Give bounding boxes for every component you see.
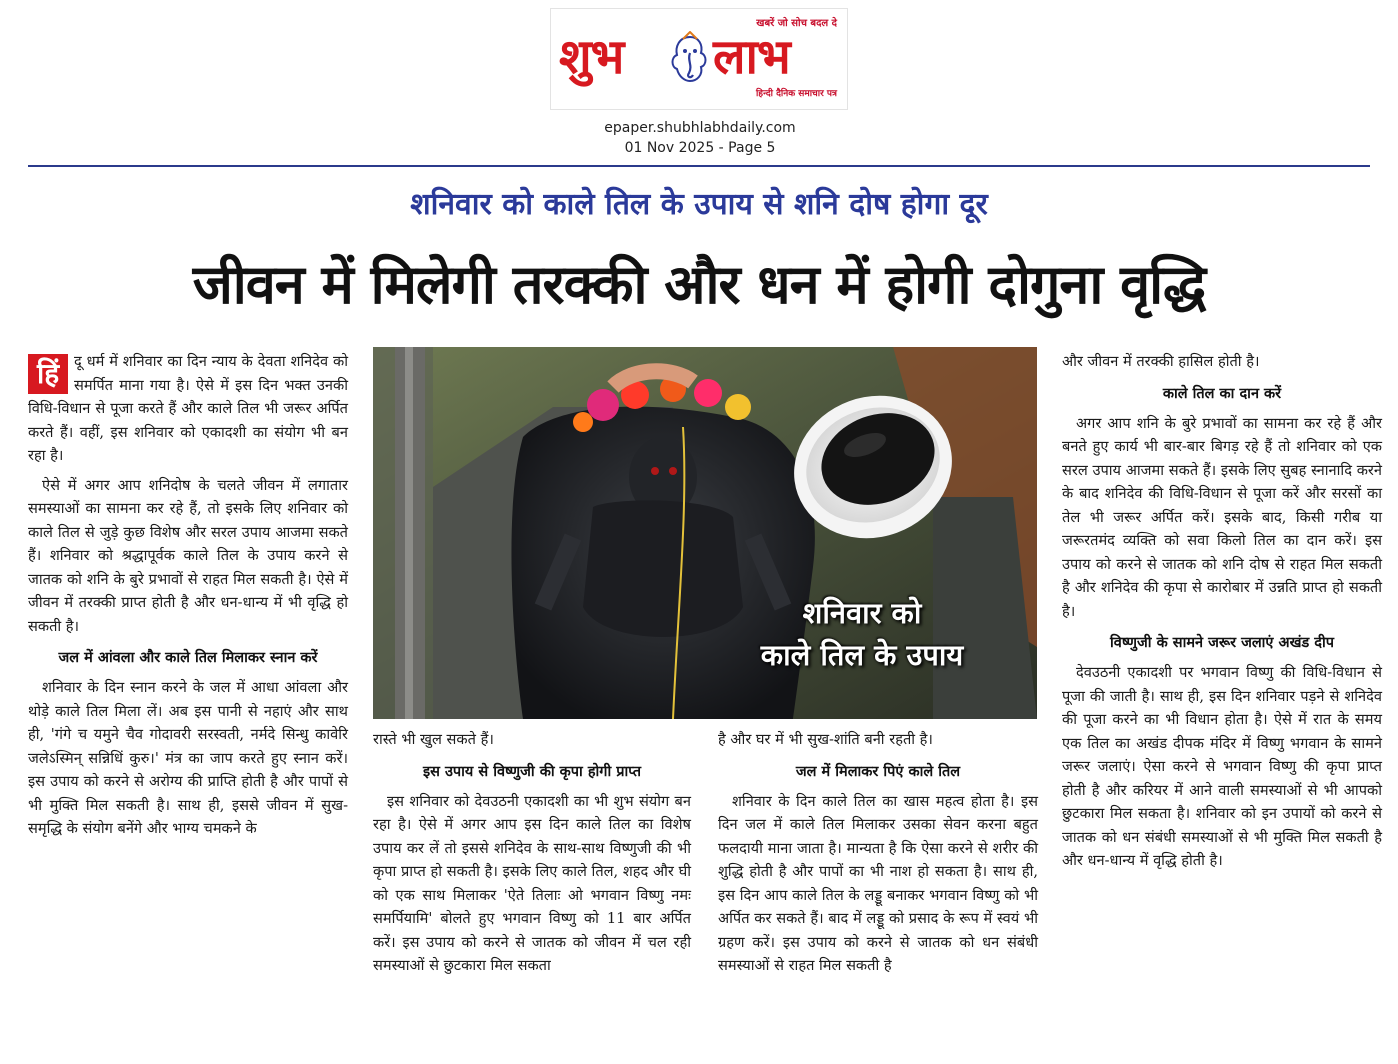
paragraph: इस शनिवार को देवउठनी एकादशी का भी शुभ संयोग बन रहा है। ऐसे में अगर आप इस दिन काले तिल का विशेष उपाय कर लें तो इससे शनिदेव के साथ-साथ विष्णुजी की भी कृपा प्राप्त हो सकती है। इसके लिए काले तिल, शहद और घी को एक साथ मिलाकर 'ऐते तिलाः ओ भगवान विष्णु नमः समर्पियामि' बोलते हुए भगवान विष्णु को 11 बार अर्पित करें। इस उपाय को करने से जातक को जीवन में चल रही समस्याओं से छुटकारा मिल सकता: [373, 792, 691, 974]
source-info: [550, 118, 850, 158]
masthead-logo: [550, 8, 848, 110]
paragraph-text: दू धर्म में शनिवार का दिन न्याय के देवता शनिदेव को समर्पित माना गया है। ऐसे में इस दिन भक्त उनकी विधि-विधान से पूजा करते हैं और काले तिल भी जरूर अर्पित करते हैं। वहीं, इस शनिवार को एकादशी का संयोग भी बन रहा है।: [28, 353, 348, 464]
subheading: जल में आंवला और काले तिल मिलाकर स्नान करें: [58, 650, 318, 666]
article-column-4: [1062, 350, 1382, 879]
ganesha-icon: [667, 31, 713, 87]
source-site: epaper.shubhlabhdaily.com: [604, 120, 796, 136]
subheading: इस उपाय से विष्णुजी की कृपा होगी प्राप्त: [422, 763, 642, 780]
photo-caption: [712, 592, 1012, 676]
photo-caption-line-1: शनिवार को: [802, 596, 922, 630]
article-kicker: शनिवार को काले तिल के उपाय से शनि दोष होगा दूर: [410, 187, 988, 222]
article-column-1: [28, 350, 348, 847]
article-column-3: [718, 728, 1038, 984]
subheading: काले तिल का दान करें: [1162, 385, 1282, 402]
paragraph: अगर आप शनि के बुरे प्रभावों का सामना कर रहे हैं और बनते हुए कार्य भी बार-बार बिगड़ रहे हैं तो शनिवार को एक सरल उपाय आजमा सकते हैं। इसके लिए सुबह स्नानादि करने के बाद शनिदेव की विधि-विधान से पूजा करें और सरसों का तेल भी जरूर अर्पित करें। इसके बाद, किसी गरीब या जरूरतमंद व्यक्ति को सवा किलो तिल का दान करें। इस उपाय को करने से जातक को शनि दोष से राहत मिल सकती है और शनिदेव की कृपा से कारोबार में उन्नति प्राप्त हो सकती है।: [1062, 414, 1382, 620]
masthead-tagline: खबरें जो सोच बदल दे: [756, 18, 837, 29]
paragraph: शनिवार के दिन स्नान करने के जल में आधा आंवला और थोड़े काले तिल मिला लें। अब इस पानी से नहाएं और साथ ही, 'गंगे च यमुने चैव गोदावरी सरस्वती, नर्मदे सिन्धु कावेरि जलेऽस्मिन् सन्निधिं कुरु।' मंत्र का जाप करते हुए स्नान करें। इस उपाय को करने से अरोग्य की प्राप्ति होती है और पापों से भी मुक्ति मिल सकती है। साथ ही, इससे जीवन में सुख-समृद्धि के संयोग बनेंगे और भाग्य चमकने के: [28, 679, 348, 837]
paragraph: रास्ते भी खुल सकते हैं।: [373, 731, 494, 748]
paragraph: ऐसे में अगर आप शनिदोष के चलते जीवन में लगातार समस्याओं का सामना कर रहे हैं, तो इसके लिए शनिवार को काले तिल से जुड़े कुछ विशेष और सरल उपाय आजमा सकते हैं। शनिवार को श्रद्धापूर्वक काले तिल के उपाय करने से जातक को शनि के बुरे प्रभावों से राहत मिल सकती है। ऐसे में जीवन में तरक्की प्राप्त होती है और धन-धान्य में भी वृद्धि हो सकती है।: [28, 476, 348, 635]
intro-paragraph: [28, 350, 348, 468]
subheading: जल में मिलाकर पिएं काले तिल: [795, 763, 961, 780]
paragraph: देवउठनी एकादशी पर भगवान विष्णु की विधि-विधान से पूजा की जाती है। साथ ही, इस दिन शनिवार पड़ने से शनिदेव की पूजा करने का भी विधान होता है। ऐसे में रात के समय एक तिल का अखंड दीपक मंदिर में विष्णु भगवान के सामने जरूर जलाएं। ऐसा करने से भगवान विष्णु की कृपा प्राप्त होती है और करियर में आने वाली समस्याओं से भी आपको छुटकारा मिल सकता है। शनिवार को इन उपायों को करने से जातक को धन संबंधी समस्याओं से भी मुक्ति मिल सकती है और धन-धान्य में वृद्धि होती है।: [1062, 664, 1382, 869]
article-column-2: [373, 728, 691, 984]
paragraph: है और घर में भी सुख-शांति बनी रहती है।: [718, 731, 933, 748]
paragraph: और जीवन में तरक्की हासिल होती है।: [1062, 353, 1260, 370]
paragraph: शनिवार के दिन काले तिल का खास महत्व होता है। इस दिन जल में काले तिल मिलाकर उसका सेवन करना बहुत फलदायी माना जाता है। मान्यता है कि ऐसा करने से शरीर की शुद्धि होती है और पापों का भी नाश हो सकता है। साथ ही, इस दिन आप काले तिल के लड्डू बनाकर भगवान विष्णु को भी अर्पित कर सकते हैं। बाद में लड्डू को प्रसाद के रूप में स्वयं भी ग्रहण करें। इस उपाय को करने से जातक को धन संबंधी समस्याओं से राहत मिल सकती है: [718, 792, 1038, 974]
article-headline: जीवन में मिलेगी तरक्की और धन में होगी दोगुना वृद्धि: [192, 253, 1206, 316]
dropcap: हिं: [28, 354, 68, 394]
source-date-page: 01 Nov 2025 - Page 5: [624, 140, 776, 156]
subheading: विष्णुजी के सामने जरूर जलाएं अखंड दीप: [1110, 635, 1334, 651]
masthead-subtitle: हिन्दी दैनिक समाचार पत्र: [755, 89, 837, 99]
masthead-name-left: शुभ: [559, 29, 624, 85]
photo-caption-line-2: काले तिल के उपाय: [760, 638, 964, 672]
top-divider: [28, 165, 1370, 167]
masthead-name-right: लाभ: [713, 29, 790, 85]
